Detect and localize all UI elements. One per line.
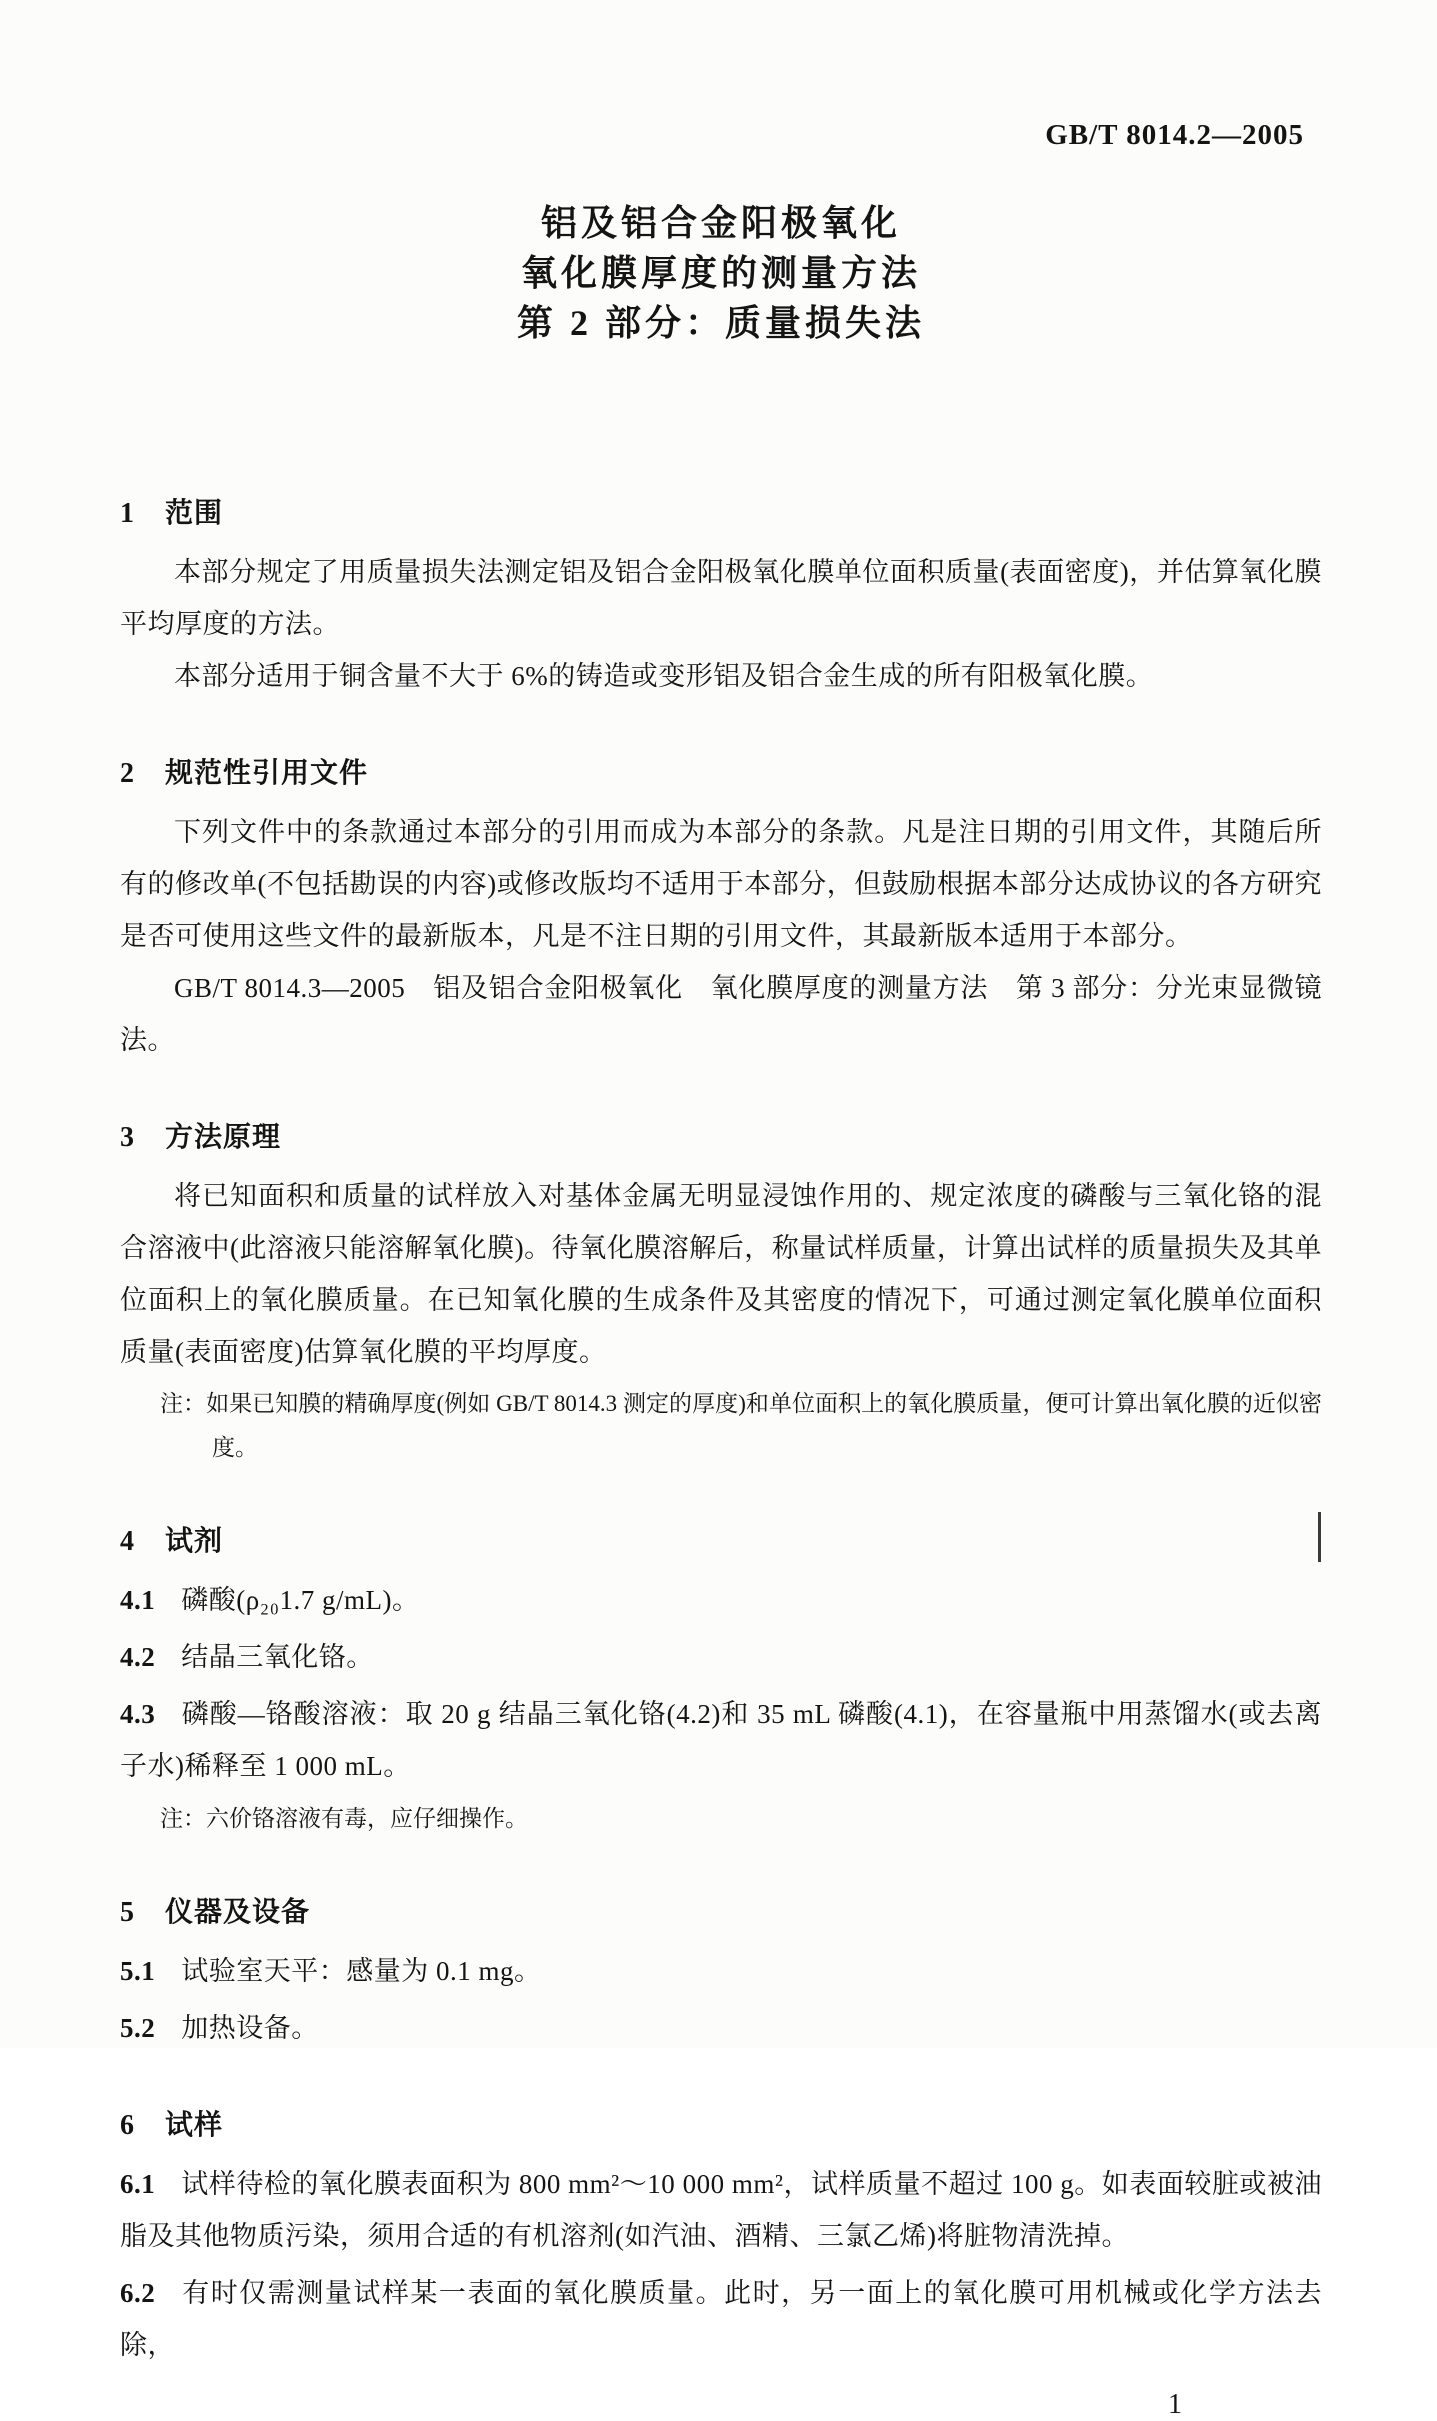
clause-text: 结晶三氧化铬。: [181, 1642, 374, 1672]
clause: [120, 1631, 1322, 1683]
section-number: 1: [120, 498, 135, 529]
section-heading: [120, 1522, 1322, 1562]
clause-number: 5.1: [120, 1956, 156, 1986]
section-reagents: [120, 1522, 1322, 1841]
clause-text: 加热设备。: [181, 2013, 319, 2043]
note: 注：如果已知膜的精确厚度(例如 GB/T 8014.3 测定的厚度)和单位面积上的氧化膜质量，便可计算出氧化膜的近似密度。: [160, 1391, 1322, 1460]
section-heading: [120, 1893, 1322, 1933]
clause-text: 有时仅需测量试样某一表面的氧化膜质量。此时，另一面上的氧化膜可用机械或化学方法去除，: [120, 2278, 1322, 2360]
section-heading-label: 方法原理: [165, 1122, 282, 1153]
section-heading-label: 试剂: [165, 1526, 224, 1557]
reference-entry: GB/T 8014.3—2005 铝及铝合金阳极氧化 氧化膜厚度的测量方法 第 3 部分：分光束显微镜法。: [120, 973, 1322, 1055]
clause: [120, 1945, 1322, 1997]
title-line-2: 氧化膜厚度的测量方法: [520, 253, 921, 293]
page-number: 1: [1168, 2389, 1182, 2420]
section-heading: [120, 2106, 1322, 2146]
clause: [120, 2002, 1322, 2054]
clause-text: 磷酸(ρ₂₀1.7 g/mL)。: [181, 1585, 420, 1615]
document-title: [120, 198, 1322, 348]
paragraph: 本部分适用于铜含量不大于 6%的铸造或变形铝及铝合金生成的所有阳极氧化膜。: [174, 661, 1154, 691]
section-heading-label: 仪器及设备: [165, 1897, 311, 1928]
section-number: 4: [120, 1526, 135, 1557]
section-heading-label: 试样: [165, 2110, 224, 2141]
section-heading: [120, 494, 1322, 534]
note: 注：六价铬溶液有毒，应仔细操作。: [160, 1806, 528, 1831]
clause-number: 6.1: [120, 2169, 156, 2199]
clause-text: 磷酸—铬酸溶液：取 20 g 结晶三氧化铬(4.2)和 35 mL 磷酸(4.1)，在容量瓶中用蒸馏水(或去离子水)稀释至 1 000 mL。: [120, 1699, 1322, 1781]
paragraph: 下列文件中的条款通过本部分的引用而成为本部分的条款。凡是注日期的引用文件，其随后所有的修改单(不包括勘误的内容)或修改版均不适用于本部分，但鼓励根据本部分达成协议的各方研究是否可使用这些文件的最新版本，凡是不注日期的引用文件，其最新版本适用于本部分。: [120, 817, 1322, 951]
clause-number: 6.2: [120, 2278, 156, 2308]
section-number: 3: [120, 1122, 135, 1153]
section-normative-references: [120, 754, 1322, 1066]
section-number: 2: [120, 758, 135, 789]
standard-number: GB/T 8014.2—2005: [1045, 119, 1304, 151]
section-heading: [120, 1118, 1322, 1158]
section-principle: [120, 1118, 1322, 1470]
clause: [120, 2267, 1322, 2371]
title-line-1: 铝及铝合金阳极氧化: [540, 203, 901, 243]
clause-number: 5.2: [120, 2013, 156, 2043]
section-test-specimen: [120, 2106, 1322, 2371]
clause-number: 4.1: [120, 1585, 156, 1615]
section-scope: [120, 494, 1322, 702]
clause-text: 试样待检的氧化膜表面积为 800 mm²～10 000 mm²，试样质量不超过 100 g。如表面较脏或被油脂及其他物质污染，须用合适的有机溶剂(如汽油、酒精、三氯乙烯)将脏物清洗掉。: [120, 2169, 1322, 2251]
clause: [120, 1574, 1322, 1626]
margin-mark: [1318, 1512, 1321, 1562]
paragraph: 将已知面积和质量的试样放入对基体金属无明显浸蚀作用的、规定浓度的磷酸与三氧化铬的混合溶液中(此溶液只能溶解氧化膜)。待氧化膜溶解后，称量试样质量，计算出试样的质量损失及其单位面积上的氧化膜质量。在已知氧化膜的生成条件及其密度的情况下，可通过测定氧化膜单位面积质量(表面密度)估算氧化膜的平均厚度。: [120, 1181, 1322, 1367]
section-number: 6: [120, 2110, 135, 2141]
clause-number: 4.3: [120, 1699, 156, 1729]
paragraph: 本部分规定了用质量损失法测定铝及铝合金阳极氧化膜单位面积质量(表面密度)，并估算氧化膜平均厚度的方法。: [120, 557, 1322, 639]
section-heading-label: 规范性引用文件: [165, 758, 369, 789]
title-line-3: 第 2 部分：质量损失法: [516, 303, 925, 343]
clause: [120, 1688, 1322, 1792]
section-apparatus: [120, 1893, 1322, 2054]
clause: [120, 2158, 1322, 2262]
section-number: 5: [120, 1897, 135, 1928]
section-heading-label: 范围: [165, 498, 224, 529]
section-heading: [120, 754, 1322, 794]
clause-text: 试验室天平：感量为 0.1 mg。: [181, 1956, 542, 1986]
clause-number: 4.2: [120, 1642, 156, 1672]
